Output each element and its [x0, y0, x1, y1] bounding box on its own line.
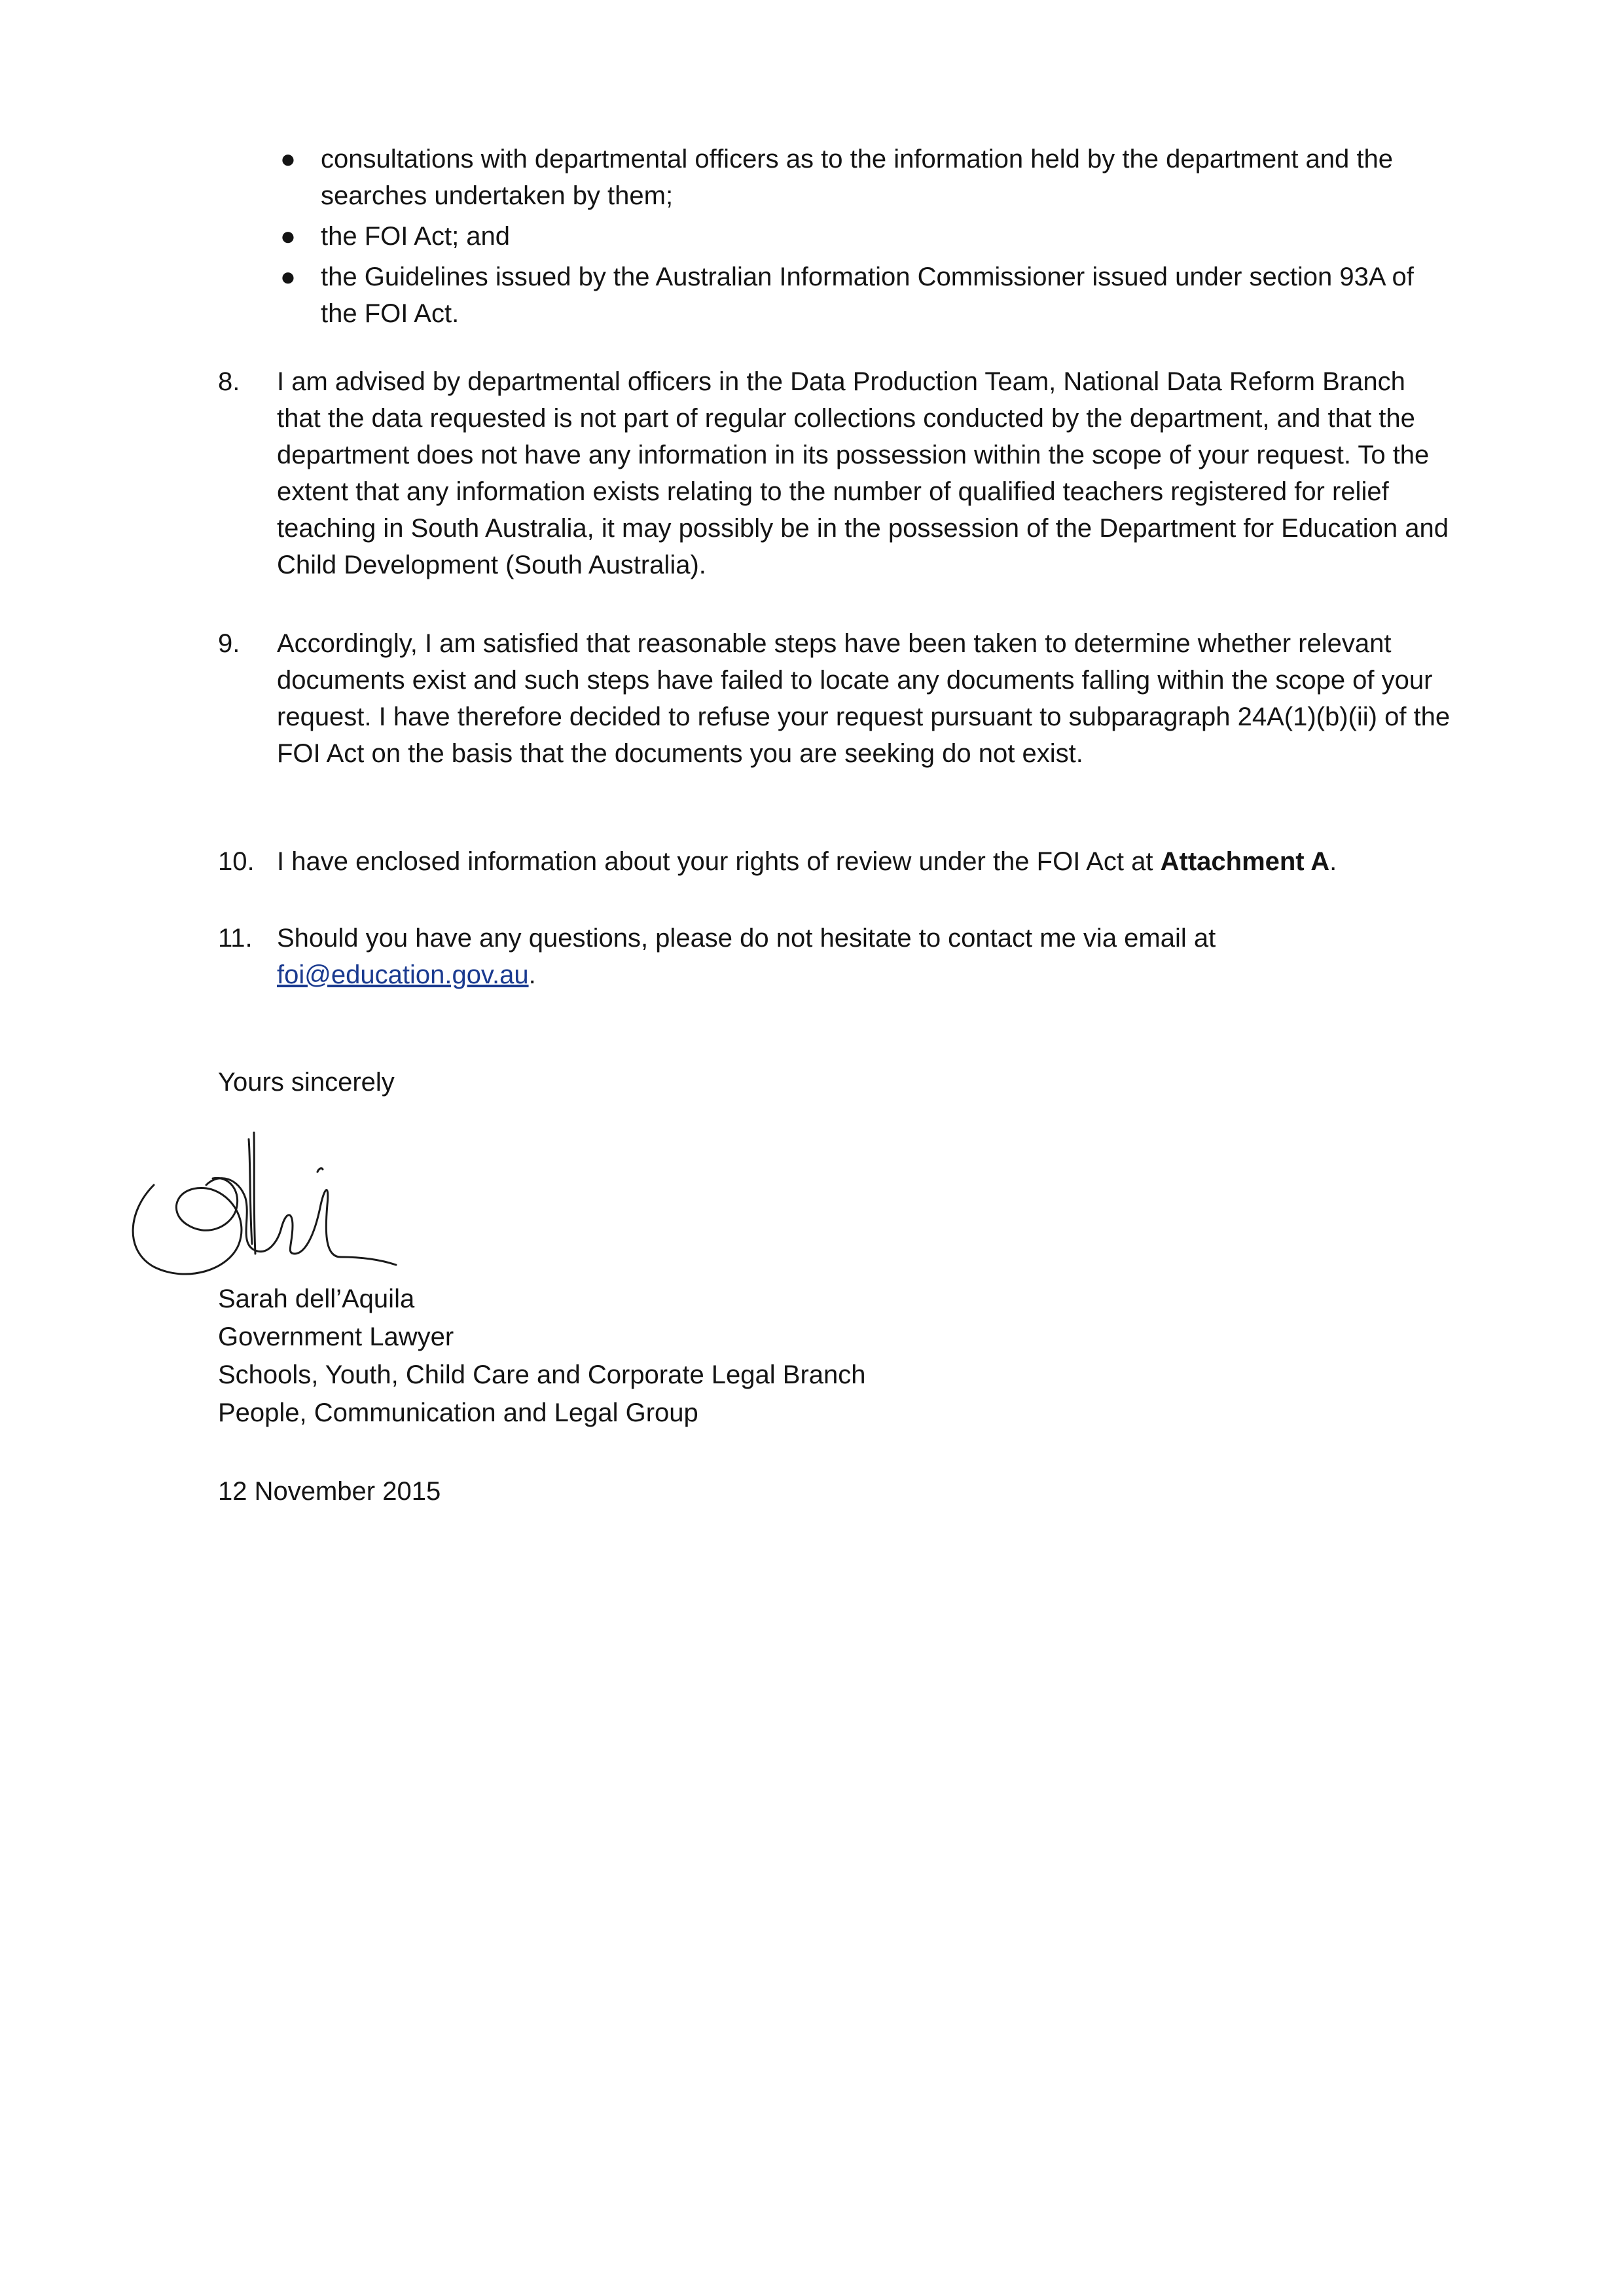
handwritten-signature: [115, 1113, 455, 1283]
paragraph-text-part: .: [1329, 847, 1337, 876]
paragraph-text-part: .: [528, 960, 536, 989]
attachment-reference: Attachment A: [1160, 847, 1330, 876]
paragraph-number: 9.: [218, 629, 240, 658]
paragraph-number: 11.: [218, 924, 253, 953]
list-item-text: consultations with departmental officers as to the information held by the department and the searches undertaken by them;: [321, 145, 1394, 210]
paragraph-text: I am advised by departmental officers in the Data Production Team, National Data Reform Branch that the data requested is not part of regular collections conducted by the department, and that the department does not have any information in its possession within the scope of your request. To the extent that any information exists relating to the number of qualified teachers registered for relief teaching in South Australia, it may possibly be in the possession of the Department for Education and Child Development (South Australia).: [277, 367, 1449, 579]
letter-date: 12 November 2015: [218, 1477, 441, 1506]
list-item-text: the FOI Act; and: [321, 222, 511, 251]
signature-block: [218, 1280, 866, 1432]
paragraph-number: 10.: [218, 847, 255, 876]
consideration-list: [275, 141, 1440, 336]
paragraph-9: [218, 625, 1462, 772]
paragraph-text-part: I have enclosed information about your rights of review under the FOI Act at: [277, 847, 1161, 876]
paragraph-10: [218, 843, 1462, 880]
signatory-title: Government Lawyer: [218, 1322, 454, 1351]
bullet-icon: ●: [280, 222, 297, 251]
list-item: [275, 259, 1440, 332]
signatory-group: People, Communication and Legal Group: [218, 1398, 698, 1427]
signatory-branch: Schools, Youth, Child Care and Corporate Legal Branch: [218, 1360, 866, 1389]
list-item: [275, 141, 1440, 214]
list-item: [275, 218, 1440, 255]
bullet-icon: ●: [280, 145, 297, 173]
paragraph-text: Accordingly, I am satisfied that reasonable steps have been taken to determine whether relevant documents exist and such steps have failed to locate any documents falling within the scope of your request. I have therefore decided to refuse your request pursuant to subparagraph 24A(1)(b)(ii) of the FOI Act on the basis that the documents you are seeking do not exist.: [277, 629, 1451, 768]
paragraph-text: [277, 920, 1455, 993]
list-item-text: the Guidelines issued by the Australian Information Commissioner issued under section 93A of the FOI Act.: [321, 263, 1414, 328]
paragraph-8: [218, 363, 1462, 583]
paragraph-text-part: Should you have any questions, please do not hesitate to contact me via email at: [277, 924, 1216, 953]
email-link[interactable]: foi@education.gov.au: [277, 960, 529, 989]
paragraph-11: [218, 920, 1462, 993]
bullet-icon: ●: [280, 263, 297, 291]
paragraph-text: [277, 843, 1455, 880]
signatory-name: Sarah dell’Aquila: [218, 1285, 415, 1313]
paragraph-number: 8.: [218, 367, 240, 396]
salutation: Yours sincerely: [218, 1068, 395, 1097]
